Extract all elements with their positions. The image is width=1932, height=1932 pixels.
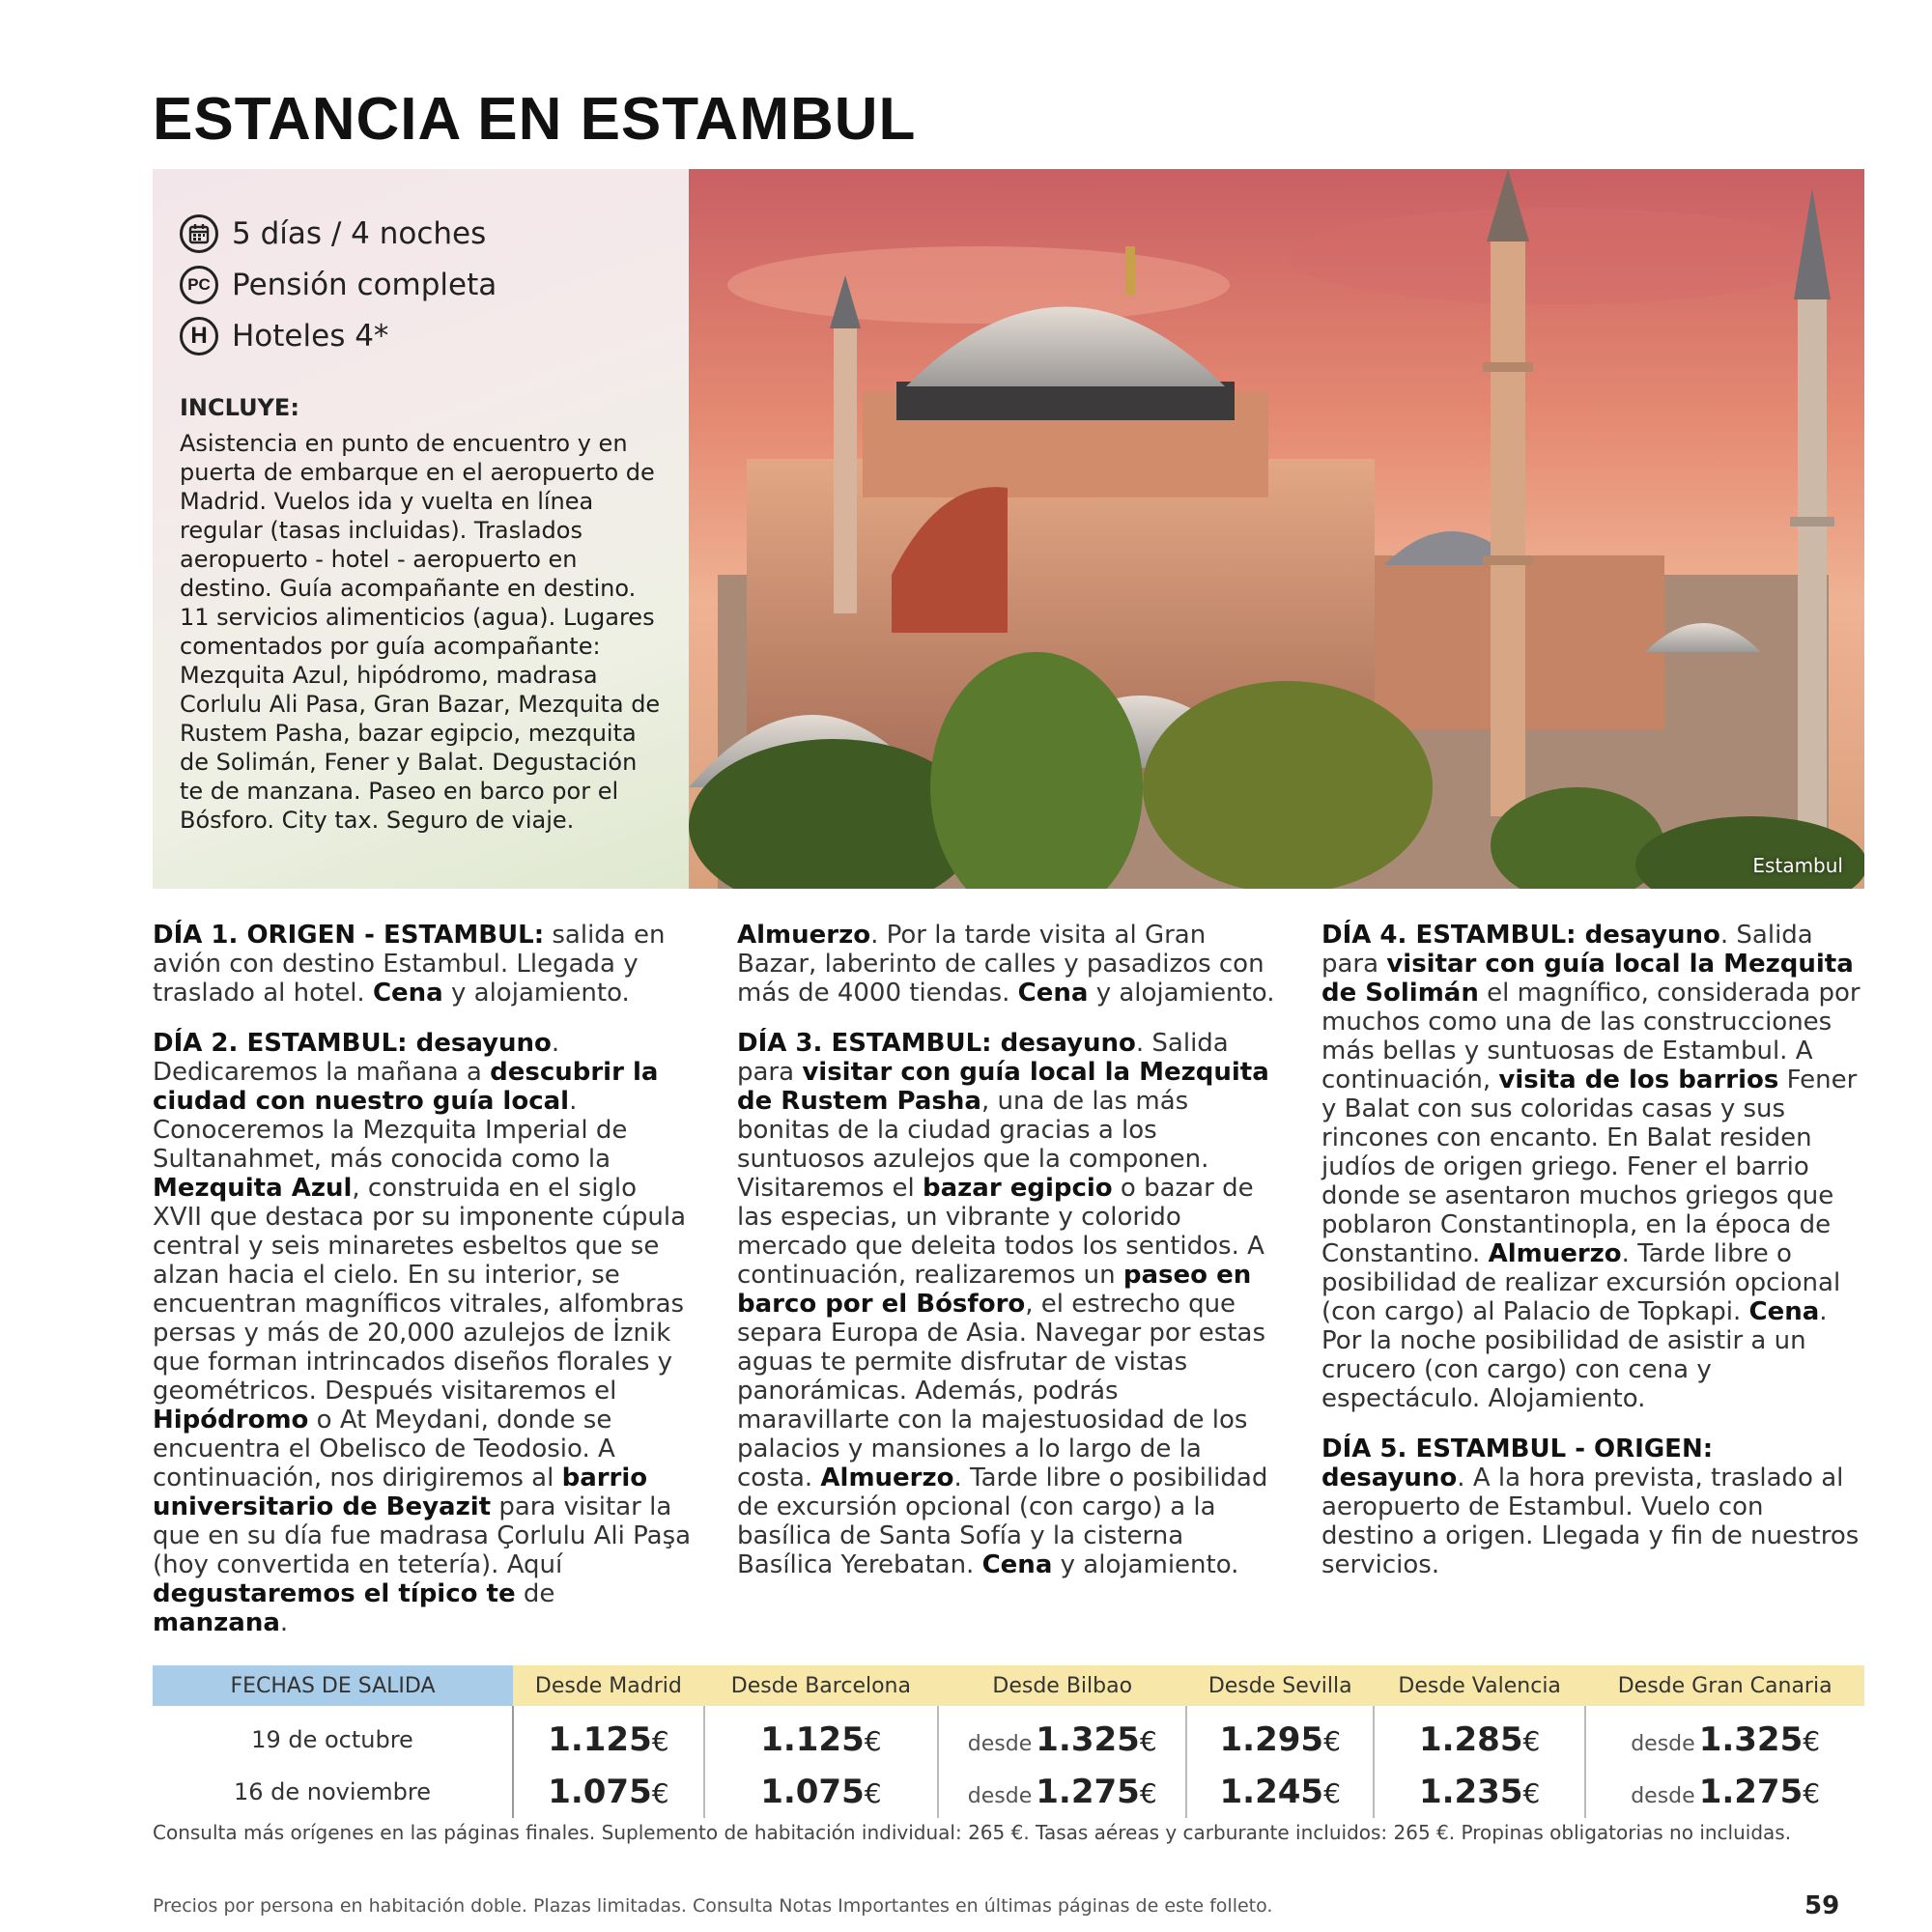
itinerary-column-3 (1321, 921, 1862, 1601)
day-5-paragraph: DÍA 5. ESTAMBUL - ORIGEN: desayuno. A la hora prevista, traslado al aeropuerto de Estambul. Vuelo con destino a origen. Llegada y fin de nuestros servicios. (1321, 1435, 1860, 1579)
header-origin: Desde Gran Canaria (1585, 1665, 1864, 1706)
day-4-paragraph: DÍA 4. ESTAMBUL: desayuno. Salida para visitar con guía local la Mezquita de Solimán el magnífico, considerada por muchos como una de las construcciones más bellas y suntuosas de Estambul. A continuación, visita de los barrios Fener y Balat con sus coloridas casas y sus rincones con encanto. En Balat residen judíos de origen griego. Fener el barrio donde se asentaron muchos griegos que poblaron Constantinopla, en la época de Constantino. Almuerzo. Tarde libre o posibilidad de realizar excursión opcional (con cargo) al Palacio de Topkapi. Cena. Por la noche posibilidad de asistir a un crucero (con cargo) con cena y espectáculo. Alojamiento. (1321, 921, 1861, 1413)
calendar-icon (180, 214, 218, 253)
header-origin: Desde Madrid (513, 1665, 704, 1706)
price-cell: 1.245€ (1186, 1766, 1374, 1818)
departure-date: 19 de octubre (153, 1706, 513, 1766)
header-departure-dates: FECHAS DE SALIDA (153, 1665, 513, 1706)
header-origin: Desde Sevilla (1186, 1665, 1374, 1706)
price-cell: 1.075€ (704, 1766, 938, 1818)
table-row (153, 1706, 1864, 1766)
price-cell: 1.285€ (1374, 1706, 1585, 1766)
itinerary-column-2 (737, 921, 1278, 1601)
price-cell: 1.295€ (1186, 1706, 1374, 1766)
feature-board-label: Pensión completa (232, 267, 497, 302)
itinerary-column-1 (153, 921, 694, 1659)
info-panel (153, 169, 689, 889)
day-1-paragraph: DÍA 1. ORIGEN - ESTAMBUL: salida en avión con destino Estambul. Llegada y traslado al hotel. Cena y alojamiento. (153, 921, 666, 1008)
price-cell: 1.235€ (1374, 1766, 1585, 1818)
feature-hotel (180, 310, 668, 361)
hagia-sophia-illustration (689, 169, 1864, 889)
pension-completa-icon: PC (180, 266, 218, 304)
page-title: ESTANCIA EN ESTAMBUL (153, 86, 917, 153)
footer-disclaimer: Precios por persona en habitación doble. Plazas limitadas. Consulta Notas Importantes en últimas páginas de este folleto. (153, 1895, 1273, 1917)
table-row (153, 1766, 1864, 1818)
feature-hotel-label: Hoteles 4* (232, 318, 389, 354)
hotel-icon: H (180, 317, 218, 355)
header-origin: Desde Valencia (1374, 1665, 1585, 1706)
price-cell: desde 1.325€ (1631, 1720, 1821, 1759)
price-cell: 1.125€ (513, 1706, 704, 1766)
day-2-paragraph: DÍA 2. ESTAMBUL: desayuno. Dedicaremos la mañana a descubrir la ciudad con nuestro guía local. Conoceremos la Mezquita Imperial de Sultanahmet, más conocida como la Mezquita Azul, construida en el siglo XVII que destaca por su imponente cúpula central y seis minaretes esbeltos que se alzan hacia el cielo. En su interior, se encuentran magníficos vitrales, alfombras persas y más de 20,000 azulejos de İznik que forman intrincados diseños florales y geométricos. Después visitaremos el Hipódromo o At Meydani, donde se encuentra el Obelisco de Teodosio. A continuación, nos dirigiremos al barrio universitario de Beyazit para visitar la que en su día fue madrasa Çorlulu Ali Paşa (hoy convertida en tetería). Aquí degustaremos el típico te de manzana. (153, 1029, 692, 1637)
page-number: 59 (1804, 1891, 1840, 1920)
header-origin: Desde Barcelona (704, 1665, 938, 1706)
price-table-header (153, 1665, 1864, 1706)
price-cell: desde 1.325€ (938, 1706, 1186, 1766)
feature-duration (180, 208, 668, 259)
day-2-continued-paragraph: Almuerzo. Por la tarde visita al Gran Bazar, laberinto de calles y pasadizos con más de 4000 tiendas. Cena y alojamiento. (737, 921, 1275, 1008)
price-cell: desde 1.275€ (938, 1766, 1186, 1818)
image-caption: Estambul (1752, 854, 1843, 877)
includes-heading: INCLUYE: (180, 394, 299, 421)
includes-text: Asistencia en punto de encuentro y en puerta de embarque en el aeropuerto de Madrid. Vuelos ida y vuelta en línea regular (tasas incluidas). Traslados aeropuerto - hotel - aeropuerto en destino. Guía acompañante en destino. 11 servicios alimenticios (agua). Lugares comentados por guía acompañante: Mezquita Azul, hipódromo, madrasa Corlulu Ali Pasa, Gran Bazar, Mezquita de Rustem Pasha, bazar egipcio, mezquita de Solimán, Fener y Balat. Degustación te de manzana. Paseo en barco por el Bósforo. City tax. Seguro de viaje. (180, 430, 661, 834)
departure-date: 16 de noviembre (153, 1766, 513, 1818)
header-origin: Desde Bilbao (938, 1665, 1186, 1706)
price-cell: 1.075€ (513, 1766, 704, 1818)
feature-duration-label: 5 días / 4 noches (232, 215, 487, 251)
hero-image-hagia-sophia (689, 169, 1864, 889)
feature-board (180, 259, 668, 310)
day-3-paragraph: DÍA 3. ESTAMBUL: desayuno. Salida para visitar con guía local la Mezquita de Rustem Pasha, una de las más bonitas de la ciudad gracias a los suntuosos azulejos que la componen. Visitaremos el bazar egipcio o bazar de las especias, un vibrante y colorido mercado que deleita todos los sentidos. A continuación, realizaremos un paseo en barco por el Bósforo, el estrecho que separa Europa de Asia. Navegar por estas aguas te permite disfrutar de vistas panorámicas. Además, podrás maravillarte con la majestuosidad de los palacios y mansiones a lo largo de la costa. Almuerzo. Tarde libre o posibilidad de excursión opcional (con cargo) a la basílica de Santa Sofía y la cisterna Basílica Yerebatan. Cena y alojamiento. (737, 1029, 1269, 1579)
price-cell: desde 1.275€ (1631, 1773, 1821, 1811)
price-note: Consulta más orígenes en las páginas finales. Suplemento de habitación individual: 265 €. Tasas aéreas y carburante incluidos: 265 €. Propinas obligatorias no incluidas. (153, 1821, 1792, 1844)
price-cell: 1.125€ (704, 1706, 938, 1766)
price-table (153, 1665, 1864, 1818)
